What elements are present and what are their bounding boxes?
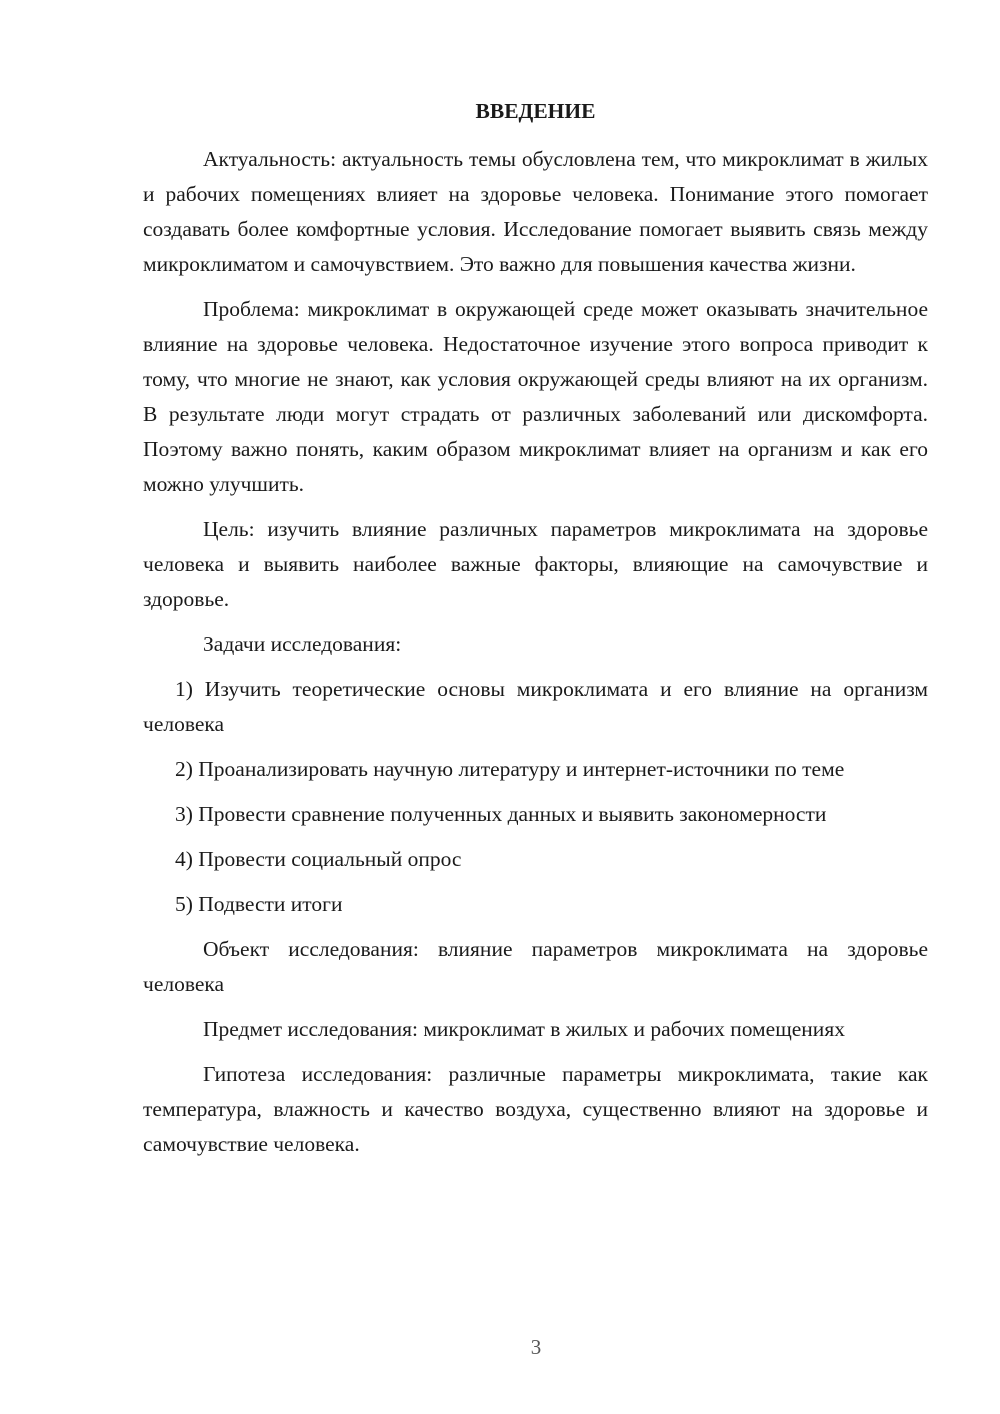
list-item: 2) Проанализировать научную литературу и интернет-источники по теме	[175, 757, 845, 781]
page-body	[143, 94, 928, 1172]
page-number: 3	[530, 1335, 542, 1359]
problem-paragraph: Проблема: микроклимат в окружающей среде может оказывать значительное влияние на здоровье человека. Недостаточное изучение этого вопроса приводит к тому, что многие не знают, как условия окружающей среды влияют на их организм. В результате люди могут страдать от различных заболеваний или дискомфорта. Поэтому важно понять, каким образом микроклимат влияет на организм и как его можно улучшить.	[143, 297, 928, 496]
subject-paragraph: Предмет исследования: микроклимат в жилых и рабочих помещениях	[203, 1017, 845, 1041]
object-paragraph: Объект исследования: влияние параметров микроклимата на здоровье человека	[143, 937, 928, 996]
goal-paragraph: Цель: изучить влияние различных параметров микроклимата на здоровье человека и выявить наиболее важные факторы, влияющие на самочувствие и здоровье.	[143, 517, 928, 611]
page-title: ВВЕДЕНИЕ	[475, 99, 596, 123]
tasks-heading: Задачи исследования:	[203, 632, 402, 656]
list-item: 4) Провести социальный опрос	[175, 847, 462, 871]
tasks-list	[143, 672, 928, 922]
list-item: 5) Подвести итоги	[175, 892, 343, 916]
hypothesis-paragraph: Гипотеза исследования: различные параметры микроклимата, такие как температура, влажность и качество воздуха, существенно влияют на здоровье и самочувствие человека.	[143, 1062, 928, 1156]
list-item: 3) Провести сравнение полученных данных и выявить закономерности	[175, 802, 827, 826]
relevance-paragraph: Актуальность: актуальность темы обусловлена тем, что микроклимат в жилых и рабочих помещениях влияет на здоровье человека. Понимание этого помогает создавать более комфортные условия. Исследование помогает выявить связь между микроклиматом и самочувствием. Это важно для повышения качества жизни.	[143, 147, 928, 276]
list-item: 1) Изучить теоретические основы микроклимата и его влияние на организм человека	[143, 677, 928, 736]
